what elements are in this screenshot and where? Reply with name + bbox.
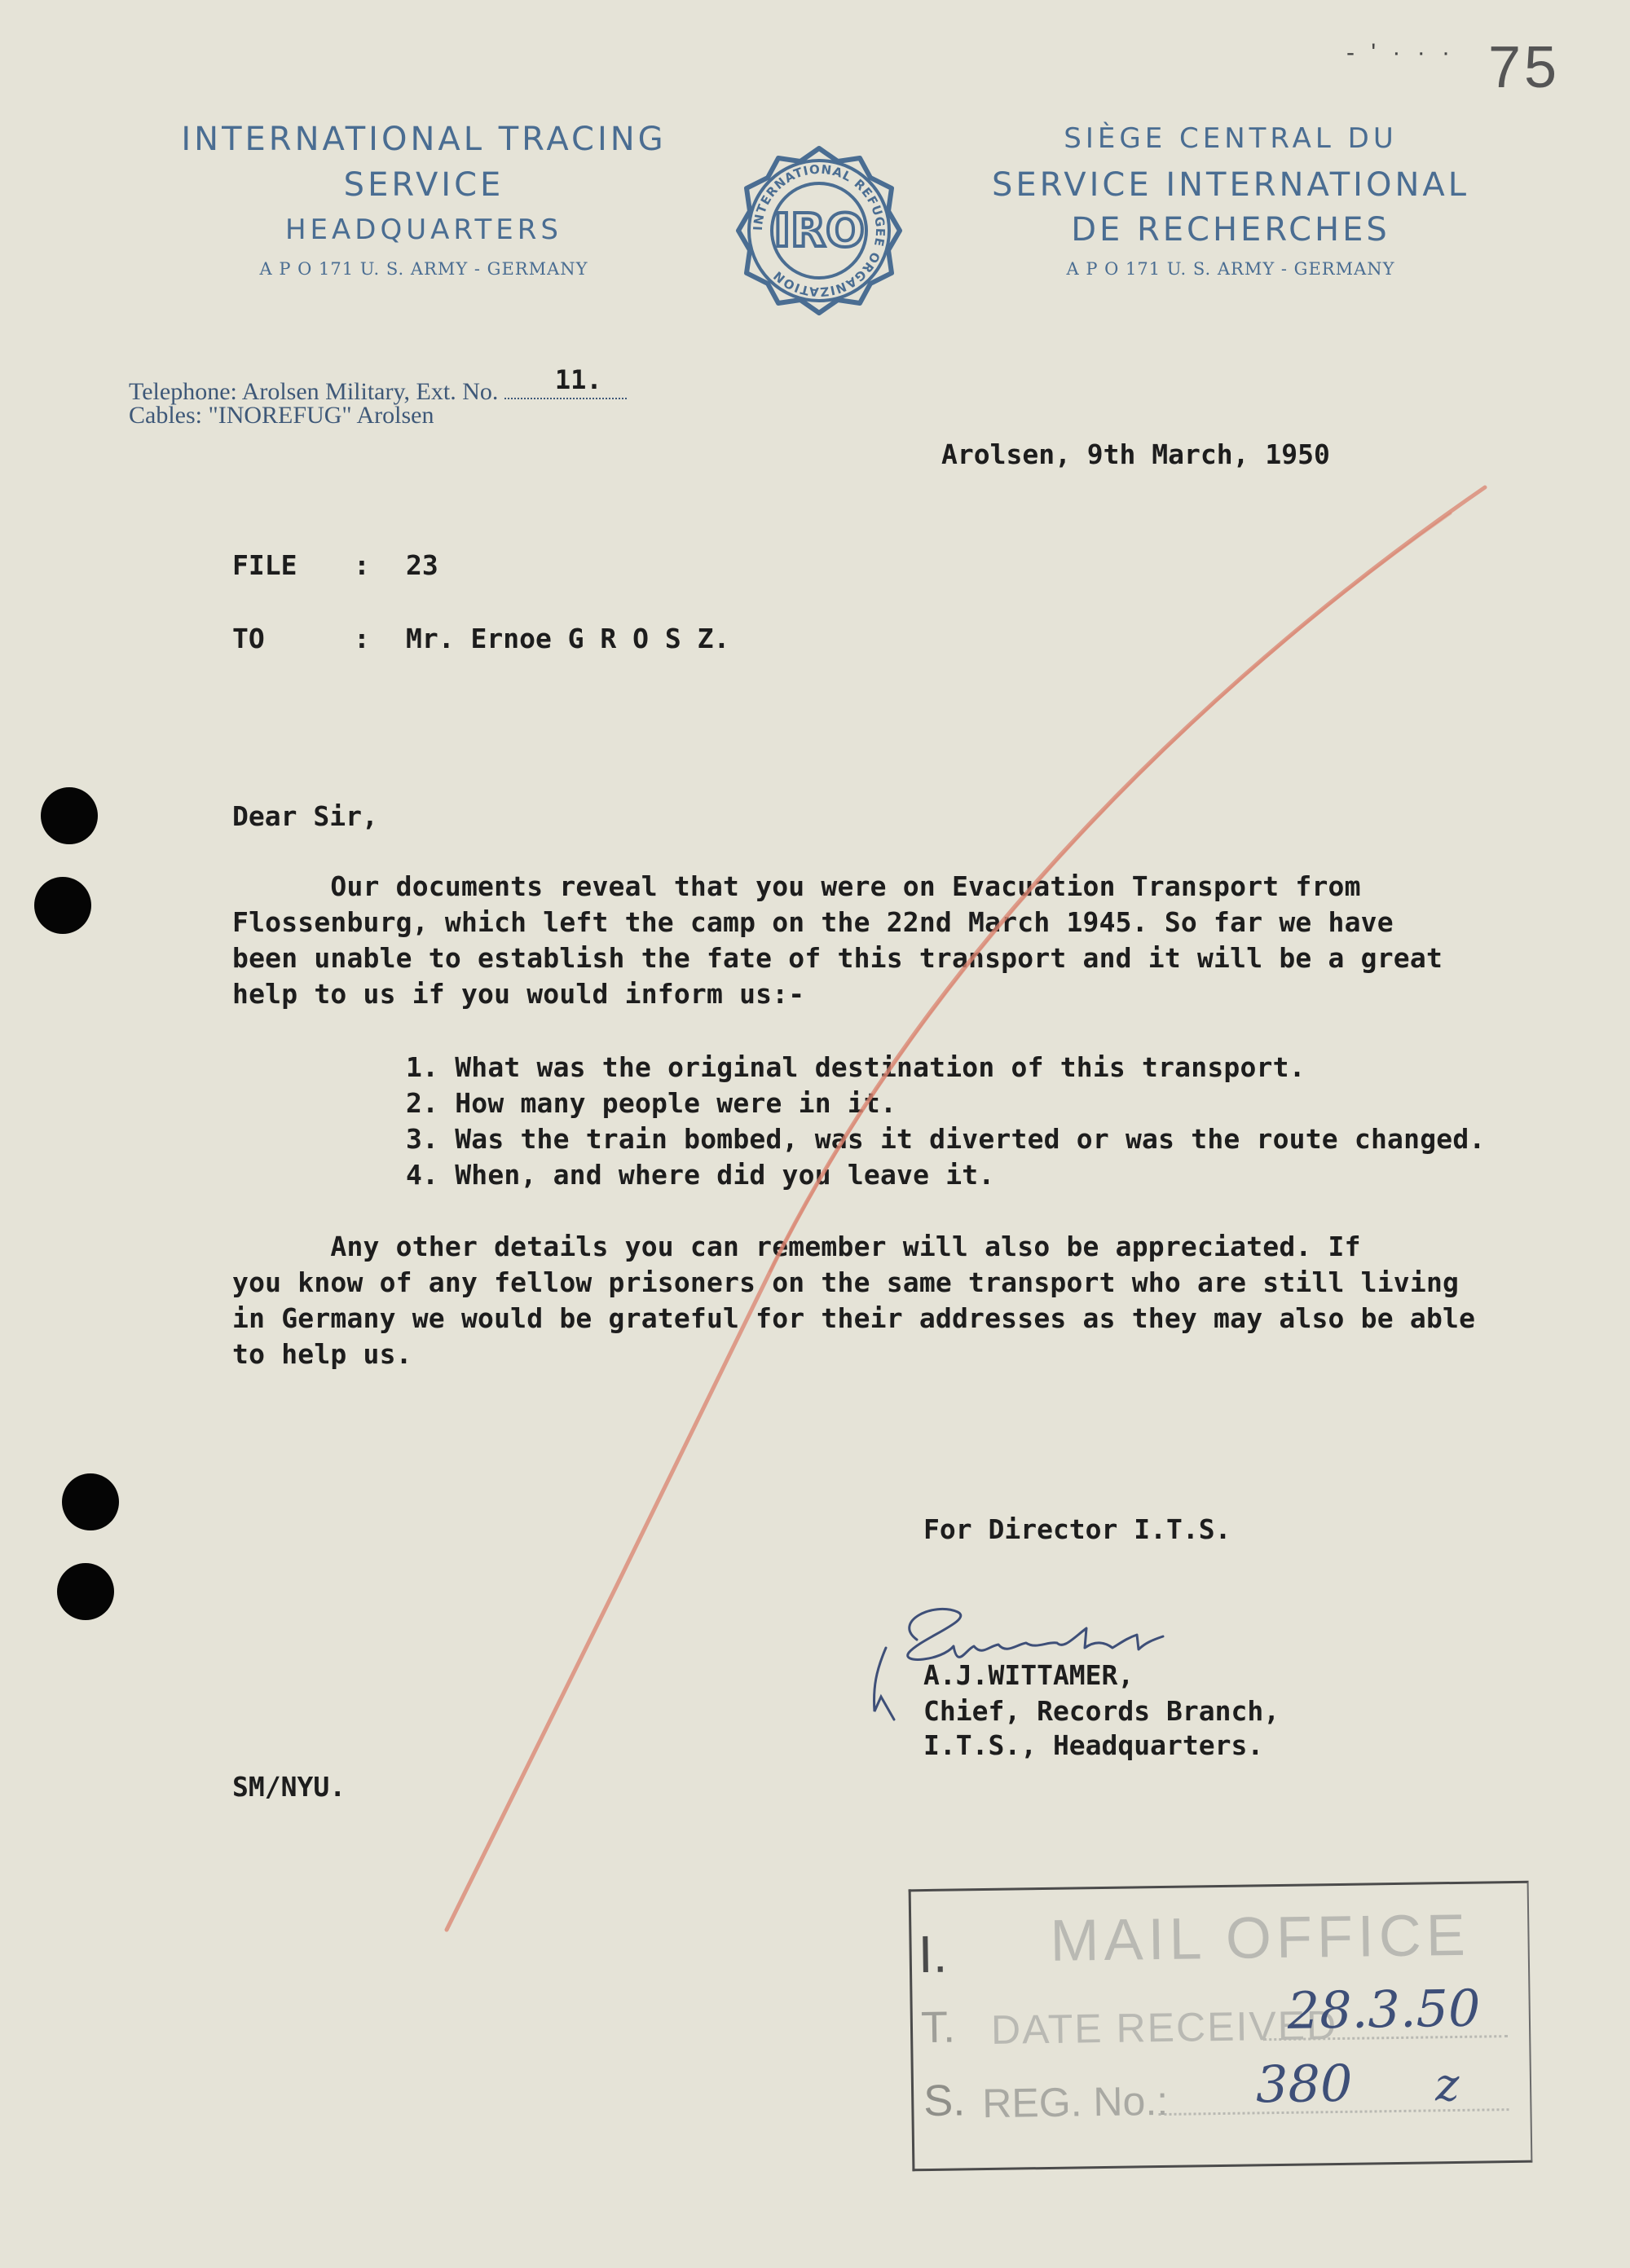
stamp-date-value: 28.3.50 xyxy=(1287,1978,1481,2041)
mail-office-stamp xyxy=(909,1881,1533,2172)
paragraph-line: you know of any fellow prisoners on the same transport who are still living xyxy=(232,1266,1460,1298)
seal-monogram: IRO xyxy=(773,205,865,258)
paragraph-line: Any other details you can remember will also be appreciated. If xyxy=(232,1231,1361,1262)
telephone-ext: 11. xyxy=(554,364,602,395)
seal-text: INTERNATIONAL REFUGEE ORGANIZATION xyxy=(750,161,888,300)
file-label: FILE xyxy=(232,549,297,581)
letterhead-left-line2: SERVICE xyxy=(343,166,504,204)
file-separator: : xyxy=(354,549,370,581)
punch-hole xyxy=(41,787,98,844)
stamp-date-label: DATE RECEIVED xyxy=(990,2002,1338,2053)
list-item: 2. How many people were in it. xyxy=(406,1087,897,1119)
signatory-title: Chief, Records Branch, xyxy=(923,1695,1280,1727)
list-item: 4. When, and where did you leave it. xyxy=(406,1159,995,1191)
cables-line: Cables: "INOREFUG" Arolsen xyxy=(129,402,434,429)
to-separator: : xyxy=(354,623,370,654)
salutation: Dear Sir, xyxy=(232,800,378,832)
paragraph-line: in Germany we would be grateful for their addresses as they may also be able xyxy=(232,1302,1476,1334)
stamp-title: MAIL OFFICE xyxy=(1049,1902,1471,1974)
paragraph-line: been unable to establish the fate of this transport and it will be a great xyxy=(232,942,1443,974)
closing-for-line: For Director I.T.S. xyxy=(923,1513,1231,1545)
list-item: 3. Was the train bombed, was it diverted or was the route changed. xyxy=(406,1123,1486,1155)
letterhead-left-line3: HEADQUARTERS xyxy=(284,214,562,246)
punch-hole xyxy=(34,877,91,934)
stamp-letter-s: S. xyxy=(923,2076,966,2126)
signatory-org: I.T.S., Headquarters. xyxy=(923,1729,1264,1761)
letterhead-left-address: A P O 171 U. S. ARMY - GERMANY xyxy=(259,259,588,279)
file-value: 23 xyxy=(406,549,438,581)
paragraph-line: to help us. xyxy=(232,1338,412,1370)
page-number: 75 xyxy=(1488,35,1561,100)
list-item: 1. What was the original destination of this transport. xyxy=(406,1051,1306,1083)
paragraph-line: help to us if you would inform us:- xyxy=(232,978,805,1010)
letterhead-right-line2: SERVICE INTERNATIONAL xyxy=(991,166,1470,204)
punch-hole xyxy=(62,1473,119,1530)
stamp-reg-label: REG. No.: xyxy=(981,2077,1169,2127)
to-label: TO xyxy=(232,623,265,654)
letterhead-right-line1: SIÈGE CENTRAL DU xyxy=(1064,122,1398,155)
letterhead-right-line3: DE RECHERCHES xyxy=(1071,211,1390,249)
to-value: Mr. Ernoe G R O S Z. xyxy=(406,623,730,654)
punch-hole xyxy=(57,1563,114,1620)
stamp-letter-t: T. xyxy=(920,2002,956,2053)
reference-initials: SM/NYU. xyxy=(232,1771,346,1803)
stamp-reg-value: 380 xyxy=(1255,2053,1353,2115)
date-line: Arolsen, 9th March, 1950 xyxy=(941,438,1330,470)
telephone-label: Telephone: Arolsen Military, Ext. No. xyxy=(129,378,499,405)
letterhead-right-address: A P O 171 U. S. ARMY - GERMANY xyxy=(1066,259,1395,279)
paragraph-line: Our documents reveal that you were on Evacuation Transport from xyxy=(232,870,1361,902)
page-number-marks: - ' · · · xyxy=(1346,39,1456,66)
stamp-letter-i: I. xyxy=(918,1924,948,1984)
stamp-reg-suffix: z xyxy=(1434,2058,1460,2112)
paragraph-line: Flossenburg, which left the camp on the 22nd March 1945. So far we have xyxy=(232,906,1394,938)
signatory-name: A.J.WITTAMER, xyxy=(923,1659,1134,1691)
letterhead-left-line1: INTERNATIONAL TRACING xyxy=(181,121,667,158)
